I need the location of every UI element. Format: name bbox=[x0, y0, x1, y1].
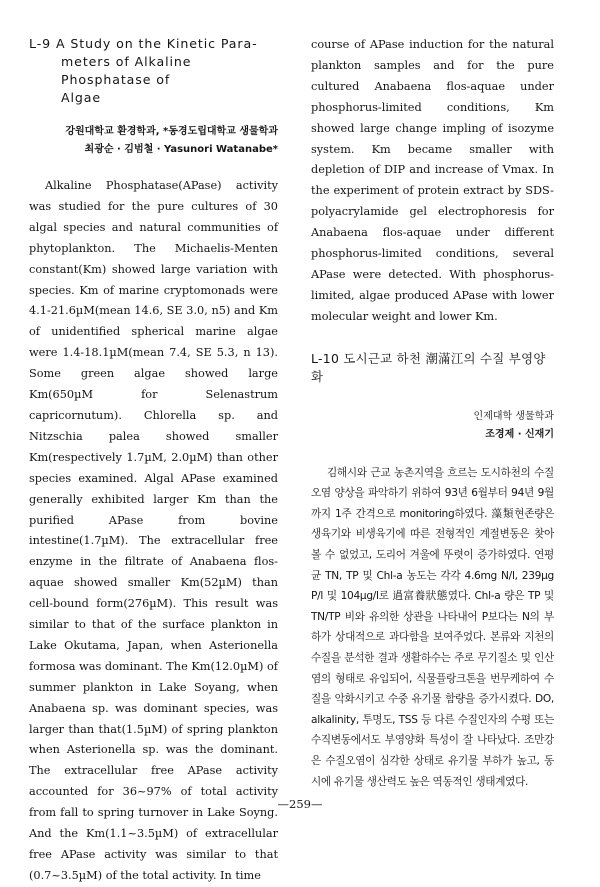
article-l10-affiliation: 인제대학 생물학과 bbox=[473, 410, 554, 422]
article-l10-abstract: 김해시와 근교 농촌지역을 흐르는 도시하천의 수질 오염 양상을 파악하기 위하여 93년 6월부터 94년 9월까지 1주 간격으로 monitoring하였다. 藻類현존량은 생육기와 비생육기에 따른 전형적인 계절변동은 찾아볼 수 없었고, 도리어 겨울에 뚜렷이 증가하였다. 연평균 TN, TP 및 Chl-a 농도는 각각 4.6mg N/l, 239µg P/l 및 104µg/l로 過富養狀態였다. Chl-a 량은 TP 및 TN/TP 비와 유의한 상관을 나타내어 P보다는 N의 부하가 상대적으로 과다함을 보여주었다. 본류와 지천의 수질을 분석한 결과 생활하수는 주로 무기질소 및 인산염의 형태로 유입되어, 식물플랑크톤을 번무케하여 수질을 악화시키고 수중 유기물 함량을 증가시켰다. DO, alkalinity, 투명도, TSS 등 다른 수질인자의 수평 또는 수직변동에서도 부영양화 특성이 잘 나타났다. 조만강은 수질오염이 심각한 상태로 유기물 부하가 높고, 동시에 유기물 생산력도 높은 역동적인 생태계였다. bbox=[311, 466, 554, 788]
article-l9-title-line3: Algae bbox=[61, 90, 102, 105]
article-l9-authors: 최광순 · 김범철 · Yasunori Watanabe* bbox=[84, 144, 278, 155]
article-l9-affiliation: 강원대학교 환경학과, *동경도립대학교 생물학과 bbox=[65, 126, 278, 137]
article-l9-abstract-part1: Alkaline Phosphatase(APase) activity was studied for the pure cultures of 30 algal species and natural communities of phytoplankton. The Michaelis-Menten constant(Km) showed large variation with species. Km of marine cryptomonads were 4.1-21.6µM(mean 14.6, SE 3.0, n5) and Km of unidentified spherical marine algae were 1.4-18.1µM(mean 7.4, SE 5.3, n 13). Some green algae showed large Km(650µM for Selenastrum capricornutum). Chlorella sp. and Nitzschia palea showed smaller Km(respectively 1.7µM, 2.0µM) than other species examined. Algal APase examined generally exhibited larger Km than the purified APase from bovine intestine(1.7µM). The extracellular free enzyme in the filtrate of Anabaena flos-aquae showed smaller Km(52µM) than cell-bound form(276µM). This result was similar to that of the surface plankton in Lake Okutama, Japan, when Asterionella formosa was dominant. The Km(12.0µM) of summer plankton in Lake Soyang, when Anabaena sp. was dominant species, was larger than that(1.5µM) of spring plankton when Asterionella sp. was the dominant. The extracellular free APase activity accounted for 36~97% of total activity from fall to spring turnover in Lake Soyng. And the Km(1.1~3.5µM) of extracellular free APase activity was similar to that (0.7~3.5µM) of the total activity. In time bbox=[29, 179, 278, 882]
article-l9-title-line1: L-9 A Study on the Kinetic Para- bbox=[29, 36, 258, 51]
page-number: —259— bbox=[277, 797, 323, 811]
article-l10-title: L-10 도시근교 하천 潮滿江의 수질 부영양화 bbox=[311, 350, 546, 384]
right-column bbox=[311, 35, 554, 792]
article-l9-abstract-part2: course of APase induction for the natural plankton samples and for the pure cultured Anabaena flos-aquae under phosphorus-limited conditions, Km showed large change impling of isozyme system. Km became smaller with depletion of DIP and increase of Vmax. In the experiment of protein extract by SDS-polyacrylamide gel electrophoresis for Anabaena flos-aquae under different phosphorus-limited conditions, several APase were detected. With phosphorus-limited, algae produced APase with lower molecular weight and lower Km. bbox=[311, 38, 554, 323]
article-l10-authors: 조경제 · 신재기 bbox=[485, 428, 554, 440]
article-l9-title-line2: meters of Alkaline Phosphatase of bbox=[61, 54, 192, 87]
left-column bbox=[29, 35, 278, 887]
article-l9-title bbox=[29, 35, 278, 107]
